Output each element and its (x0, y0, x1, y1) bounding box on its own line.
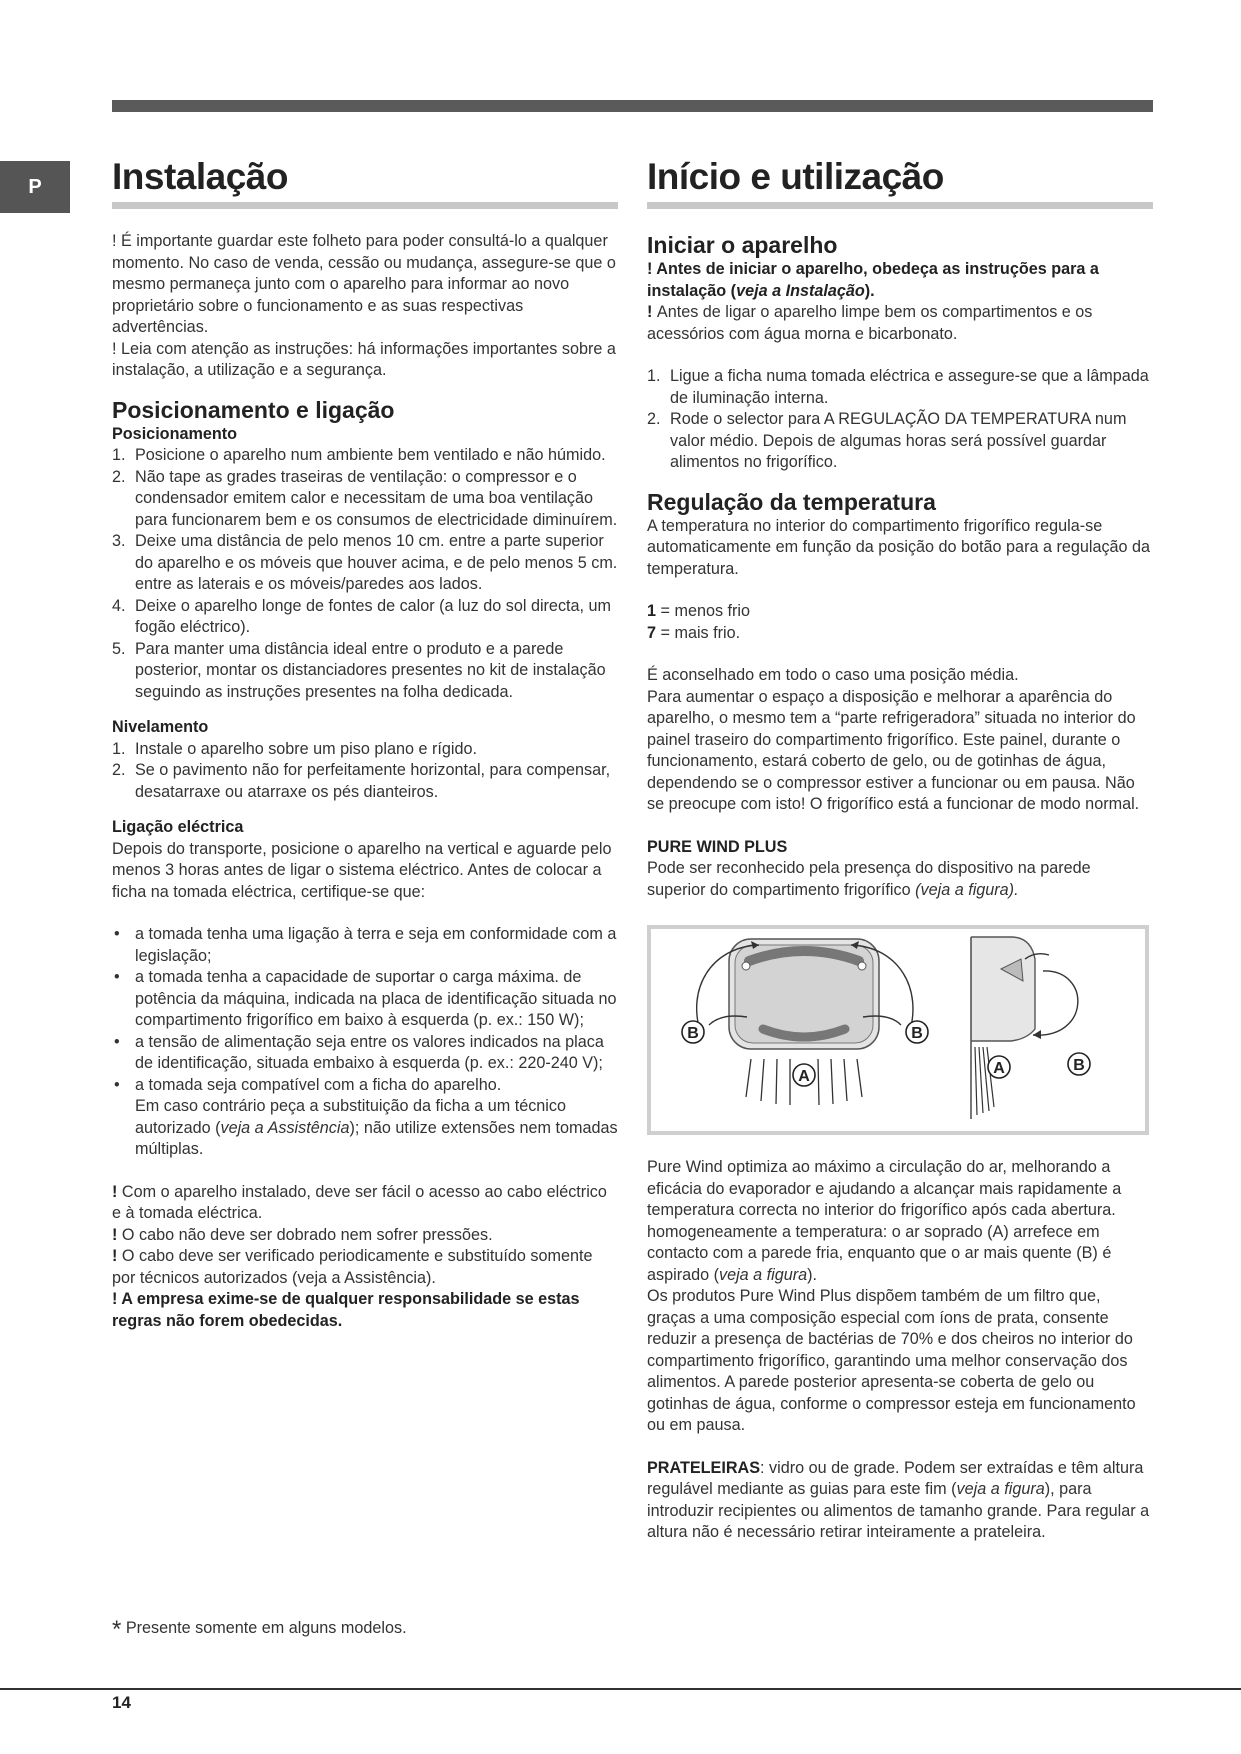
subsection-title: Nivelamento (112, 718, 209, 736)
page-number: 14 (112, 1693, 131, 1712)
side-view-body (971, 937, 1035, 1041)
advice-text: É aconselhado em todo o caso uma posição média. (647, 666, 1019, 684)
list-item: 3. Deixe uma distância de pelo menos 10 cm. entre a parte superior do aparelho e os móveis que houver acima, e de pelo menos 5 cm. entre as laterais e os móveis/paredes aos lados. (112, 532, 618, 593)
subsection-title: PURE WIND PLUS (647, 837, 788, 856)
electrical-checklist (112, 924, 618, 1161)
installation-title: Instalação (112, 156, 288, 197)
section-title: Regulação da temperatura (647, 488, 936, 515)
shelves-text: PRATELEIRAS: vidro ou de grade. Podem ser extraídas e têm altura regulável mediante as guias para este fim (veja a figura), para introduzir recipientes ou alimentos de tamanho grande. Para regular a altura não é necessário retirar inteiramente a prateleira. (647, 1458, 1150, 1541)
subsection-title: Posicionamento (112, 424, 238, 443)
warning-note: ! O cabo não deve ser dobrado nem sofrer pressões. (112, 1225, 493, 1244)
temperature-scale-max: 7 = mais frio. (647, 623, 741, 642)
label-b: B (911, 1025, 923, 1042)
label-b: B (687, 1025, 699, 1042)
subsection-title: Ligação eléctrica (112, 818, 244, 836)
list-item: • a tomada seja compatível com a ficha do aparelho. Em caso contrário peça a substituição da ficha a um técnico autorizado (veja a Assistência); não utilize extensões nem tomadas múltiplas. (114, 1075, 618, 1158)
title-rule (112, 202, 618, 209)
pure-wind-intro: Pode ser reconhecido pela presença do dispositivo na parede superior do compartimento frigorífico (veja a figura). (647, 859, 1091, 899)
list-item: • a tomada tenha uma ligação à terra e seja em conformidade com a legislação; (114, 925, 617, 965)
start-note: ! Antes de ligar o aparelho limpe bem os compartimentos e os acessórios com água morna e bicarbonato. (647, 303, 1093, 343)
list-item: 4. Deixe o aparelho longe de fontes de calor (a luz do sol directa, um fogão eléctrico). (112, 596, 612, 636)
label-b: B (1073, 1057, 1085, 1074)
list-item: 5. Para manter uma distância ideal entre o produto e a parede posterior, montar os distanciadores presentes no kit de instalação seguindo as instruções presentes na folha dedicada. (112, 639, 606, 701)
usage-title: Início e utilização (647, 156, 944, 197)
label-a: A (798, 1068, 810, 1085)
label-a: A (993, 1060, 1005, 1077)
airflow-down-arrows (975, 1047, 994, 1115)
start-steps-list (647, 366, 1153, 474)
liability-warning: ! A empresa exime-se de qualquer responsabilidade se estas regras não forem obedecidas. (112, 1290, 580, 1330)
leveling-list (112, 739, 618, 804)
list-item: 2. Não tape as grades traseiras de ventilação: o compressor e o condensador emitem calor e necessitam de uma boa ventilação para funcionarem bem e os consumos de electricidade diminuírem. (112, 467, 618, 529)
bottom-rule (0, 1688, 1241, 1690)
warning-note: ! Com o aparelho instalado, deve ser fácil o acesso ao cabo eléctrico e à tomada eléctrica. (112, 1182, 607, 1222)
list-item: 1. Posicione o aparelho num ambiente bem ventilado e não húmido. (112, 446, 606, 464)
section-title: Iniciar o aparelho (647, 232, 838, 258)
list-item: 2. Rode o selector para A REGULAÇÃO DA TEMPERATURA num valor médio. Depois de algumas horas será possível guardar alimentos no frigorífico. (647, 410, 1127, 471)
positioning-list (112, 445, 618, 703)
list-item: • a tensão de alimentação seja entre os valores indicados na placa de identificação, situada embaixo à esquerda (p. ex.: 220-240 V); (114, 1032, 604, 1072)
intro-paragraph: ! É importante guardar este folheto para poder consultá-lo a qualquer momento. No caso de venda, cessão ou mudança, assegure-se que o mesmo permaneça junto com o aparelho para informar ao novo proprietário sobre o funcionamento e as suas respectivas advertências. (112, 232, 616, 336)
pure-wind-description: Pure Wind optimiza ao máximo a circulação do ar, melhorando a eficácia do evaporador e ajudando a alcançar mais rapidamente a temperatura correcta no interior do frigorífico após cada abertura. homogeneamente a temperatura: o ar soprado (A) arrefece em contacto com a parede fria, enquanto que o ar mais quente (B) é aspirado (veja a figura). (647, 1158, 1122, 1284)
warning-note: ! O cabo deve ser verificado periodicamente e substituído somente por técnicos autorizados (veja a Assistência). (112, 1247, 593, 1287)
section-title: Posicionamento e ligação (112, 396, 395, 423)
footnote: * Presente somente em alguns modelos. (112, 1616, 407, 1643)
temperature-text: A temperatura no interior do compartimento frigorífico regula-se automaticamente em função da posição do botão para a regulação da temperatura. (647, 516, 1151, 578)
evaporator-text: Para aumentar o espaço a disposição e melhorar a aparência do aparelho, o mesmo tem a “parte refrigeradora” situada no interior do painel traseiro do compartimento frigorífico. Este painel, durante o funcionamento, estará coberto de gelo, ou de gotinhas de água, dependendo se o compressor estiver a funcionar ou em pausa. Não se preocupe com isto! O frigorífico está a funcionar de modo normal. (647, 687, 1140, 813)
list-item: 1. Instale o aparelho sobre um piso plano e rígido. (112, 739, 477, 758)
language-tab: P (0, 161, 70, 213)
list-item: 1. Ligue a ficha numa tomada eléctrica e assegure-se que a lâmpada de iluminação interna. (647, 367, 1149, 407)
pure-wind-figure (647, 925, 1149, 1135)
temperature-scale-min: 1 = menos frio (647, 602, 751, 620)
list-item: 2. Se o pavimento não for perfeitamente horizontal, para compensar, desatarraxe ou atarraxe os pés dianteiros. (112, 761, 611, 801)
start-warning: ! Antes de iniciar o aparelho, obedeça as instruções para a instalação (veja a Instalação). (647, 260, 1099, 300)
installation-column (112, 150, 618, 1332)
title-rule (647, 202, 1153, 209)
usage-column (647, 150, 1153, 1544)
list-item: • a tomada tenha a capacidade de suportar o carga máxima. de potência da máquina, indicada na placa de identificação situada no compartimento frigorífico em baixo à esquerda (p. ex.: 150 W); (114, 968, 617, 1029)
pure-wind-filter: Os produtos Pure Wind Plus dispõem também de um filtro que, graças a uma composição especial com íons de prata, consente reduzir a presença de bactérias de 70% e dos cheiros no interior do compartimento frigorífico, garantindo uma melhor conservação dos alimentos. A parede posterior apresenta-se coberta de gelo ou gotinhas de água, conforme o compressor esteja em funcionamento ou em pausa. (647, 1287, 1136, 1434)
electrical-intro: Depois do transporte, posicione o aparelho na vertical e aguarde pelo menos 3 horas antes de ligar o sistema eléctrico. Antes de colocar a ficha na tomada eléctrica, certifique-se que: (112, 839, 612, 901)
pure-wind-diagram (651, 929, 1145, 1131)
top-bar (112, 100, 1153, 112)
airflow-arrow (1033, 971, 1078, 1035)
intro-paragraph: ! Leia com atenção as instruções: há informações importantes sobre a instalação, a utilização e a segurança. (112, 339, 616, 379)
